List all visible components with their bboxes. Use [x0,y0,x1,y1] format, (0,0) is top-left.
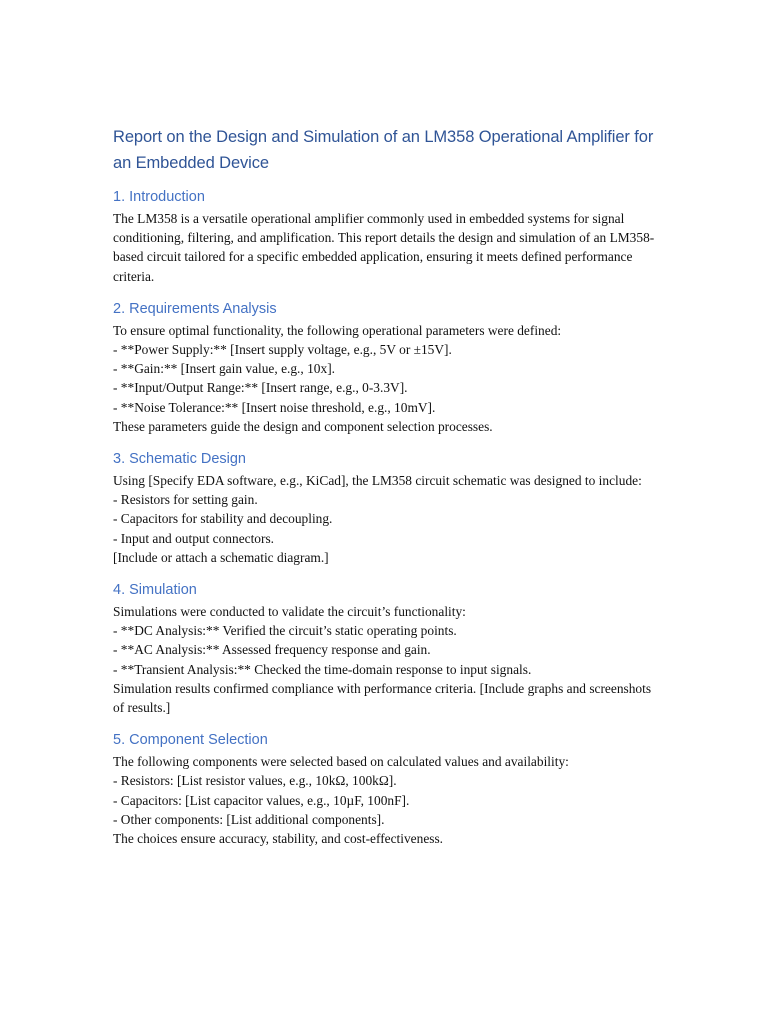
section-heading: 2. Requirements Analysis [113,300,277,317]
section-heading: 4. Simulation [113,582,197,599]
section-requirements-analysis [113,299,658,436]
section-intro: Using [Specify EDA software, e.g., KiCad], the LM358 circuit schematic was designed to include: [113,473,642,489]
section-intro: Simulations were conducted to validate the circuit’s functionality: [113,604,466,620]
list-item: - **Gain:** [Insert gain value, e.g., 10x]. [113,361,335,377]
section-component-selection [113,730,658,848]
list-item: - **AC Analysis:** Assessed frequency response and gain. [113,642,431,658]
list-item: - Capacitors: [List capacitor values, e.g., 10µF, 100nF]. [113,792,410,808]
list-item: - **Transient Analysis:** Checked the time-domain response to input signals. [113,661,532,677]
list-item: - **Input/Output Range:** [Insert range, e.g., 0-3.3V]. [113,380,408,396]
list-item: - Capacitors for stability and decoupling. [113,511,333,527]
section-closing: The choices ensure accuracy, stability, and cost-effectiveness. [113,831,444,847]
section-closing: [Include or attach a schematic diagram.] [113,549,329,565]
section-intro: The following components were selected based on calculated values and availability: [113,754,569,770]
section-intro: To ensure optimal functionality, the following operational parameters were defined: [113,322,562,338]
section-heading: 1. Introduction [113,189,205,205]
section-heading: 5. Component Selection [113,732,268,749]
section-simulation [113,580,658,717]
list-item: - **DC Analysis:** Verified the circuit’s static operating points. [113,623,457,639]
section-closing: Simulation results confirmed compliance with performance criteria. [Include graphs and screenshots of results.] [113,680,652,716]
section-schematic-design [113,449,658,567]
list-item: - Other components: [List additional components]. [113,811,385,827]
document-title: Report on the Design and Simulation of an LM358 Operational Amplifier for an Embedded Device [113,128,654,172]
section-heading: 3. Schematic Design [113,451,246,468]
document-page [113,124,658,861]
section-introduction [113,187,658,286]
section-closing: These parameters guide the design and component selection processes. [113,418,493,434]
list-item: - Resistors for setting gain. [113,492,258,508]
list-item: - **Power Supply:** [Insert supply voltage, e.g., 5V or ±15V]. [113,342,452,358]
list-item: - **Noise Tolerance:** [Insert noise threshold, e.g., 10mV]. [113,399,436,415]
list-item: - Resistors: [List resistor values, e.g., 10kΩ, 100kΩ]. [113,773,397,789]
section-paragraph: The LM358 is a versatile operational amplifier commonly used in embedded systems for signal conditioning, filtering, and amplification. This report details the design and simulation of an LM358-based circuit tailored for a specific embedded application, ensuring it meets defined performance criteria. [113,211,655,284]
list-item: - Input and output connectors. [113,530,275,546]
